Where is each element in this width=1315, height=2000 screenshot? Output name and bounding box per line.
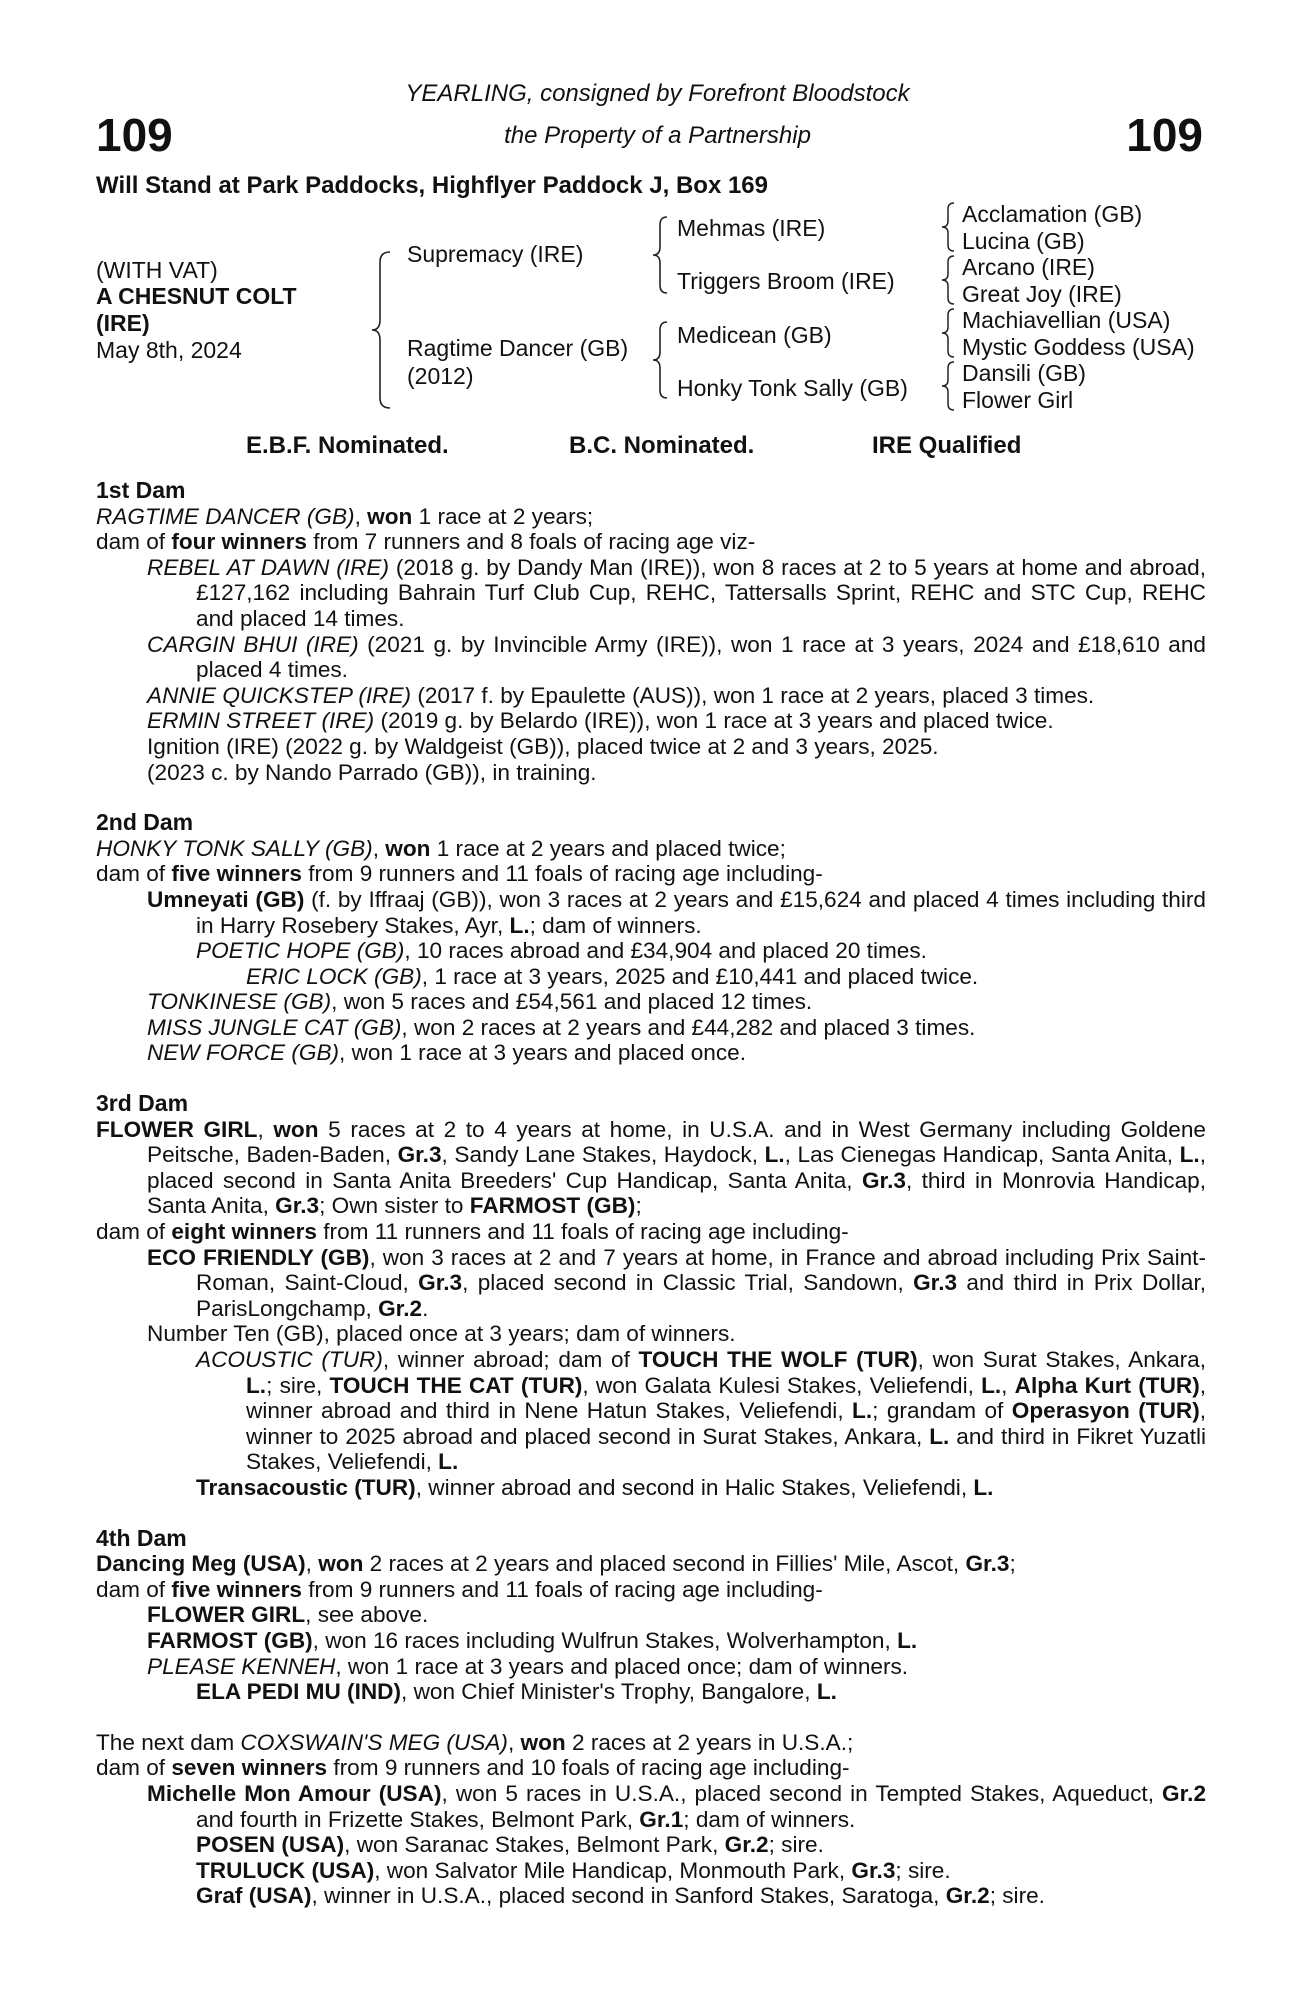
gen3-5: Machiavellian (USA) [962,307,1171,333]
produce-ignition: Ignition (IRE) (2022 g. by Waldgeist (GB)), placed twice at 2 and 3 years, 2025. [147,733,939,759]
produce-ermin-street: ERMIN STREET (IRE) (2019 g. by Belardo (IRE)), won 1 race at 3 years and placed twice. [147,708,1054,734]
bc-nomination: B.C. Nominated. [569,432,755,459]
sire-dam: Triggers Broom (IRE) [677,268,895,294]
gen3-2: Lucina (GB) [962,228,1085,254]
pedigree-brace-g3-1 [941,201,957,253]
pedigree-brace-sire [651,215,671,295]
fourth-dam-line: Dancing Meg (USA), won 2 races at 2 years and placed second in Fillies' Mile, Ascot, Gr.3; [96,1551,1016,1577]
produce-michelle-mon-amour: Michelle Mon Amour (USA), won 5 races in U.S.A., placed second in Tempted Stakes, Aqueduct, Gr.2 and fourth in Frizette Stakes, Belmont Park, Gr.1; dam of winners. [147,1780,1207,1832]
fourth-dam-heading: 4th Dam [96,1524,187,1551]
vat-note: (WITH VAT) [96,257,218,283]
third-dam-line: FLOWER GIRL, won 5 races at 2 to 4 years at home, in U.S.A. and in West Germany including Goldene Peitsche, Baden-Baden, Gr.3, Sandy Lane Stakes, Haydock, L., Las Cienegas Handicap, Santa Anita, L., placed second in Santa Anita Breeders' Cup Handicap, Santa Anita, Gr.3, third in Monrovia Handicap, Santa Anita, Gr.3; Own sister to FARMOST (GB); [96,1116,1207,1219]
gen3-7: Dansili (GB) [962,360,1086,386]
produce-acoustic: ACOUSTIC (TUR), winner abroad; dam of TOUCH THE WOLF (TUR), won Surat Stakes, Ankara, L.; sire, TOUCH THE CAT (TUR), won Galata Kulesi Stakes, Veliefendi, L., Alpha Kurt (TUR), winner abroad and third in Nene Hatun Stakes, Veliefendi, L.; grandam of Operasyon (TUR), winner to 2025 abroad and placed second in Surat Stakes, Ankara, L. and third in Fikret Yuzatli Stakes, Veliefendi, L. [196,1347,1207,1475]
produce-eco-friendly: ECO FRIENDLY (GB), won 3 races at 2 and 7 years at home, in France and abroad including Prix Saint-Roman, Saint-Cloud, Gr.3, placed second in Classic Trial, Sandown, Gr.3 and third in Prix Dollar, ParisLongchamp, Gr.2. [147,1244,1206,1321]
gen3-4: Great Joy (IRE) [962,281,1122,307]
stabling-location: Will Stand at Park Paddocks, Highflyer Paddock J, Box 169 [96,172,768,199]
produce-flower-girl: FLOWER GIRL, see above. [147,1602,429,1628]
property-line: the Property of a Partnership [504,122,811,149]
produce-umneyati: Umneyati (GB) (f. by Iffraaj (GB)), won 3 races at 2 years and £15,624 and placed 4 times including third in Harry Rosebery Stakes, Ayr, L.; dam of winners. [147,886,1206,938]
produce-farmost: FARMOST (GB), won 16 races including Wulfrun Stakes, Wolverhampton, L. [147,1627,918,1653]
lot-number-left: 109 [96,109,173,161]
produce-cargin-bhui: CARGIN BHUI (IRE) (2021 g. by Invincible Army (IRE)), won 1 race at 3 years, 2024 and £18,610 and placed 4 times. [147,631,1206,683]
first-dam-line: RAGTIME DANCER (GB), won 1 race at 2 years; [96,503,594,529]
produce-eric-lock: ERIC LOCK (GB), 1 race at 3 years, 2025 and £10,441 and placed twice. [246,963,979,989]
subject-name: A CHESNUT COLT [96,283,297,309]
produce-please-kenneh: PLEASE KENNEH, won 1 race at 3 years and placed once; dam of winners. [147,1653,909,1679]
produce-truluck: TRULUCK (USA), won Salvator Mile Handicap, Monmouth Park, Gr.3; sire. [196,1857,951,1883]
gen3-3: Arcano (IRE) [962,254,1095,280]
gen3-6: Mystic Goddess (USA) [962,334,1195,360]
pedigree-brace-g3-4 [941,360,957,412]
lot-number-right: 109 [1126,109,1203,161]
dam: Ragtime Dancer (GB) [407,335,629,361]
first-dam-heading: 1st Dam [96,477,186,503]
sire-sire: Mehmas (IRE) [677,215,826,241]
ebf-nomination: E.B.F. Nominated. [246,432,449,459]
consignor-line: YEARLING, consigned by Forefront Bloodstock [405,80,910,107]
produce-rebel-at-dawn: REBEL AT DAWN (IRE) (2018 g. by Dandy Man (IRE)), won 8 races at 2 to 5 years at home and abroad, £127,162 including Bahrain Turf Club Cup, REHC, Tattersalls Sprint, REHC and STC Cup, REHC and placed 14 times. [147,554,1206,631]
catalogue-body [96,478,1206,1909]
produce-2023-colt: (2023 c. by Nando Parrado (GB)), in training. [147,759,597,785]
subject-name-country: (IRE) [96,310,150,336]
dam-year: (2012) [407,363,474,389]
second-dam-heading: 2nd Dam [96,809,194,836]
produce-transacoustic: Transacoustic (TUR), winner abroad and second in Halic Stakes, Veliefendi, L. [196,1474,994,1500]
pedigree-brace-g3-3 [941,307,957,359]
second-dam-line: HONKY TONK SALLY (GB), won 1 race at 2 years and placed twice; [96,835,786,861]
produce-poetic-hope: POETIC HOPE (GB), 10 races abroad and £34,904 and placed 20 times. [196,938,927,964]
produce-ela-pedi-mu: ELA PEDI MU (IND), won Chief Minister's Trophy, Bangalore, L. [196,1679,837,1705]
third-dam-produce-line: dam of eight winners from 11 runners and 11 foals of racing age including- [96,1219,849,1245]
produce-new-force: NEW FORCE (GB), won 1 race at 3 years and placed once. [147,1040,746,1066]
next-dam-line: The next dam COXSWAIN'S MEG (USA), won 2 races at 2 years in U.S.A.; [96,1729,854,1755]
produce-posen: POSEN (USA), won Saranac Stakes, Belmont Park, Gr.2; sire. [196,1832,824,1858]
next-dam-produce-line: dam of seven winners from 9 runners and 10 foals of racing age including- [96,1755,850,1781]
produce-annie-quickstep: ANNIE QUICKSTEP (IRE) (2017 f. by Epaulette (AUS)), won 1 race at 2 years, placed 3 times. [147,682,1095,708]
dam-dam: Honky Tonk Sally (GB) [677,375,908,401]
second-dam-produce-line: dam of five winners from 9 runners and 11 foals of racing age including- [96,861,823,887]
gen3-8: Flower Girl [962,387,1074,413]
date-of-birth: May 8th, 2024 [96,337,242,363]
third-dam-heading: 3rd Dam [96,1090,189,1117]
produce-tonkinese: TONKINESE (GB), won 5 races and £54,561 and placed 12 times. [147,989,813,1015]
produce-number-ten: Number Ten (GB), placed once at 3 years; dam of winners. [147,1321,736,1347]
produce-graf: Graf (USA), winner in U.S.A., placed second in Sanford Stakes, Saratoga, Gr.2; sire. [196,1883,1045,1909]
pedigree-brace-dam [651,320,671,400]
pedigree-brace-main [370,250,394,410]
first-dam-produce-line: dam of four winners from 7 runners and 8 foals of racing age viz- [96,529,756,555]
dam-sire: Medicean (GB) [677,322,832,348]
ire-qualified: IRE Qualified [872,432,1022,459]
fourth-dam-produce-line: dam of five winners from 9 runners and 11 foals of racing age including- [96,1576,823,1602]
produce-miss-jungle-cat: MISS JUNGLE CAT (GB), won 2 races at 2 years and £44,282 and placed 3 times. [147,1014,976,1040]
pedigree-brace-g3-2 [941,254,957,306]
sire: Supremacy (IRE) [407,241,584,267]
gen3-1: Acclamation (GB) [962,201,1143,227]
